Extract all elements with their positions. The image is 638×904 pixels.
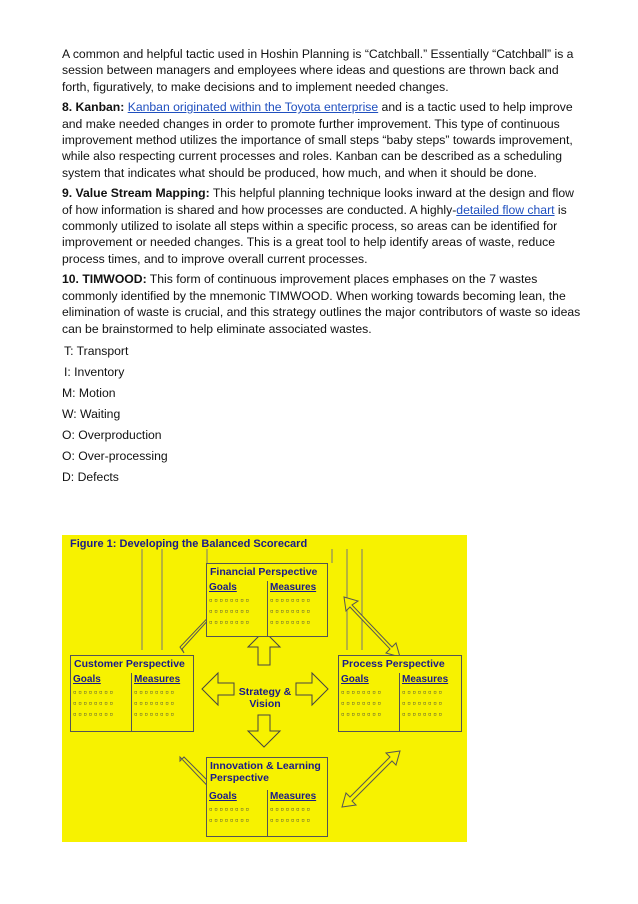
timwood-text: This form of continuous improvement places emphases on the 7 wastes commonly identified by the mnemonic TIMWOOD. When working towards becoming lean, the elimination of waste is crucial, and this strategy outlines the major contributors of waste so ideas can be brainstormed to help eliminate associated wastes. (62, 272, 581, 336)
financial-title: Financial Perspective (210, 566, 318, 578)
kanban-paragraph (62, 99, 582, 181)
kanban-text: and is a tactic used to help improve and make needed changes in order to promote further improvement. This type of continuous improvement method utilizes the importance of small steps “baby steps” towards improvement, while also respecting current processes and roles. Kanban can be described as a scheduling system that indicates what should be produced, how much, and when it should be done. (62, 100, 573, 180)
goals-label: Goals (209, 582, 237, 593)
timwood-heading: 10. TIMWOOD: (62, 272, 147, 287)
goals-label: Goals (209, 791, 237, 802)
figure-title: Figure 1: Developing the Balanced Scorecard (70, 538, 308, 550)
kanban-heading: 8. Kanban: (62, 100, 125, 115)
vsm-text-2: is commonly utilized to isolate all steps within a specific process, so areas can be identified for improvement or needed changes. This is a great tool to help identify areas of waste, reduce process times, and to improve overall current processes. (62, 202, 567, 266)
goals-label: Goals (73, 674, 101, 685)
flow-chart-link[interactable]: detailed flow chart (456, 202, 555, 217)
vsm-paragraph (62, 185, 582, 267)
financial-perspective-box: Financial Perspective Goals ▫▫▫▫▫▫▫▫ ▫▫▫▫▫▫▫▫ ▫▫▫▫▫▫▫▫ Measures ▫▫▫▫▫▫▫▫ ▫▫▫▫▫▫▫▫ ▫▫▫▫▫▫▫▫ (206, 563, 328, 637)
measures-label: Measures (134, 674, 181, 685)
list-item: O: Overproduction (62, 427, 162, 442)
list-item: W: Waiting (62, 406, 121, 421)
process-perspective-box: Process Perspective Goals ▫▫▫▫▫▫▫▫ ▫▫▫▫▫▫▫▫ ▫▫▫▫▫▫▫▫ Measures ▫▫▫▫▫▫▫▫ ▫▫▫▫▫▫▫▫ ▫▫▫▫▫▫▫▫ (338, 655, 462, 732)
intro-text: A common and helpful tactic used in Hoshin Planning is “Catchball.” Essentially “Catchball” is a session between managers and employees where ideas and questions are thrown back and forth, figuratively, to make decisions and to implement needed changes. (62, 47, 574, 94)
kanban-link[interactable]: Kanban originated within the Toyota enterprise (127, 100, 379, 115)
document-body (62, 46, 582, 490)
timwood-paragraph (62, 271, 582, 337)
list-item: T: Transport (64, 343, 129, 358)
wastes-list (62, 343, 582, 485)
strategy-vision-label: Strategy & Vision (238, 686, 292, 710)
intro-paragraph (62, 46, 582, 95)
list-item: I: Inventory (64, 364, 125, 379)
list-item: M: Motion (62, 385, 116, 400)
vsm-text-1: This helpful planning technique looks inward at the design and flow of how information is shared and how processes are conducted. A highly- (62, 186, 574, 217)
customer-perspective-box: Customer Perspective Goals ▫▫▫▫▫▫▫▫ ▫▫▫▫▫▫▫▫ ▫▫▫▫▫▫▫▫ Measures ▫▫▫▫▫▫▫▫ ▫▫▫▫▫▫▫▫ ▫▫▫▫▫▫▫▫ (70, 655, 194, 732)
innovation-perspective-box: Innovation & Learning Perspective Goals ▫▫▫▫▫▫▫▫ ▫▫▫▫▫▫▫▫ Measures ▫▫▫▫▫▫▫▫ ▫▫▫▫▫▫▫▫ (206, 757, 328, 837)
measures-label: Measures (402, 674, 449, 685)
measures-label: Measures (270, 791, 317, 802)
vsm-heading: 9. Value Stream Mapping: (62, 186, 210, 201)
measures-label: Measures (270, 582, 317, 593)
process-title: Process Perspective (342, 658, 445, 670)
innovation-title: Innovation & Learning Perspective (210, 760, 321, 784)
list-item: O: Over-processing (62, 448, 168, 463)
balanced-scorecard-figure (62, 535, 467, 842)
customer-title: Customer Perspective (74, 658, 185, 670)
goals-label: Goals (341, 674, 369, 685)
list-item: D: Defects (62, 469, 119, 484)
